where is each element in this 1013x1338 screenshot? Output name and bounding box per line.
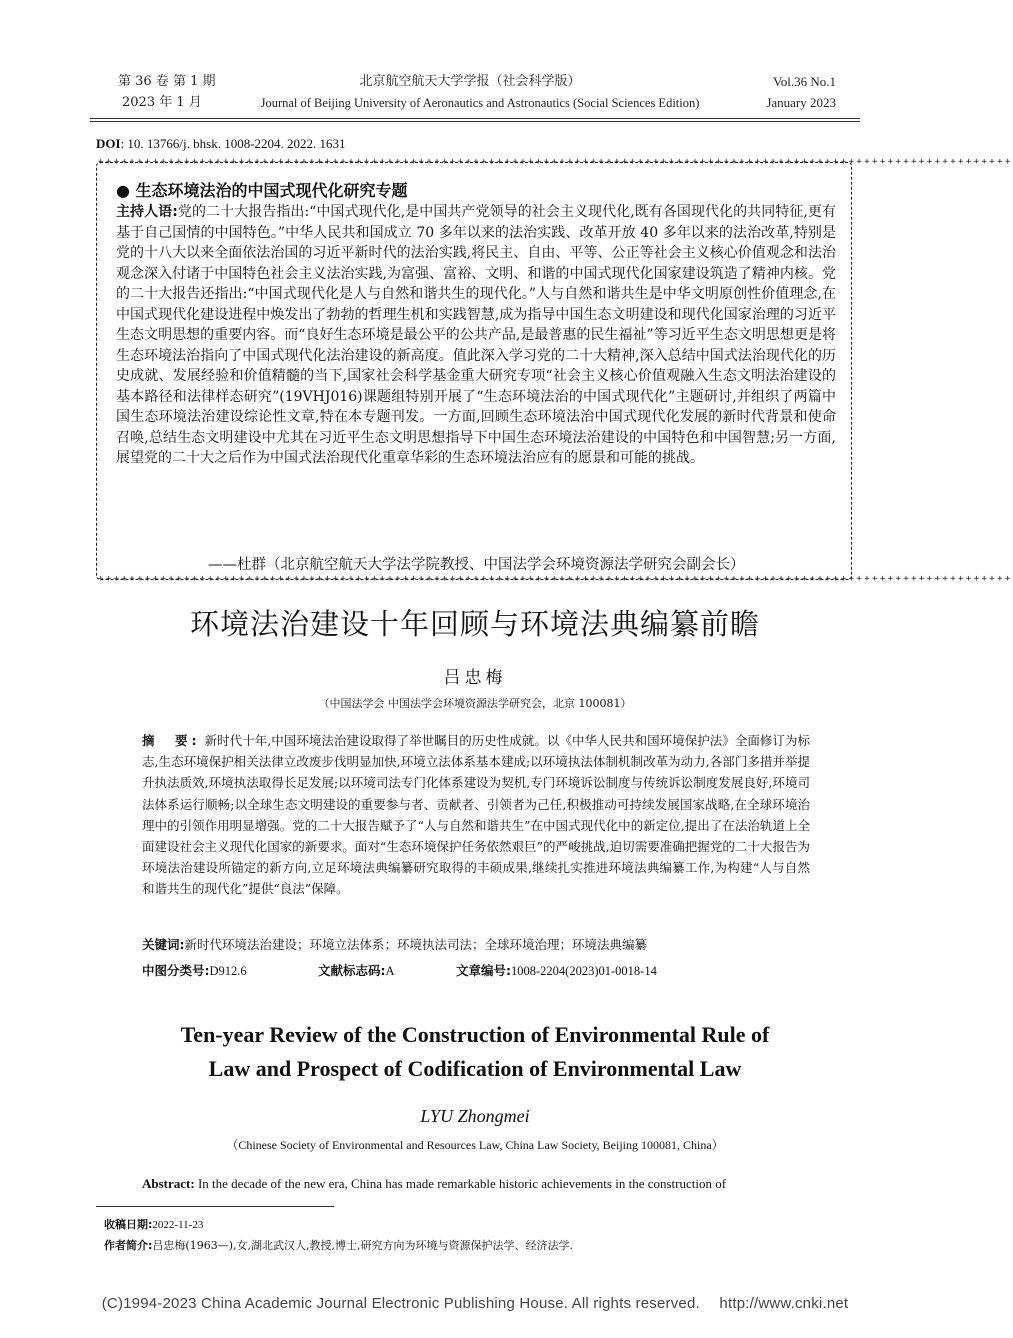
author-en: LYU Zhongmei — [420, 1106, 530, 1126]
document-code-value: A — [385, 964, 395, 978]
received-label: 收稿日期: — [104, 1218, 153, 1231]
date-cn: 2023 年 1 月 — [122, 95, 202, 110]
clc-number — [142, 961, 247, 979]
article-number-label: 文章编号: — [456, 963, 511, 978]
abstract-cn-text: 新时代十年,中国环境法治建设取得了举世瞩目的历史性成就。以《中华人民共和国环境保护法》全面修订为标志,生态环境保护相关法律立改废步伐明显加快,环境立法体系基本建成;以环境执法体制机制改革为动力,各部门多措并举提升执法质效,环境执法取得长足发展;以环境司法专门化体系建设为契机,专门环境诉讼制度与传统诉讼制度发展良好,环境司法体系运行顺畅;以全球生态文明建设的重要参与者、贡献者、引领者为己任,积极推动可持续发展国家战略,在全球环境治理中的引领作用明显增强。党的二十大报告赋予了“人与自然和谐共生”在中国式现代化中的新定位,提出了在法治轨道上全面建设社会主义现代化国家的新要求。面对“生态环境保护任务依然艰巨”的严峻挑战,迫切需要准确把握党的二十大报告为环境法治建设所锚定的新方向,立足环境法典编纂研究取得的丰硕成果,继续扎实推进环境法典编纂工作,为构建“人与自然和谐共生的现代化”提供“良法”保障。 — [142, 733, 810, 897]
copyright-line: (C)1994-2023 China Academic Journal Electronic Publishing House. All rights reserved. http://www.cnki.net — [101, 1295, 849, 1312]
journal-name-en: Journal of Beijing University of Aeronautics and Astronautics (Social Sciences Edition) — [260, 96, 700, 110]
document-code — [318, 961, 395, 979]
journal-name-cn: 北京航空航天大学学报（社会科学版） — [359, 74, 581, 89]
doi-label: DOI — [96, 136, 121, 151]
doi — [96, 136, 346, 152]
article-title-en — [0, 1018, 950, 1086]
host-label: 主持人语: — [116, 204, 178, 220]
footnote-rule — [96, 1206, 334, 1207]
box-top-border-crosses: +++++++++++++++++++++++++++++++++++++++++++++++++++++++++++++++++++++++++++++++++++++++++++++++++++++++++++++++++++++ — [98, 157, 1013, 167]
author-bio-label: 作者简介: — [104, 1239, 153, 1252]
abstract-en-text: In the decade of the new era, China has made remarkable historic achievements in the construction of — [197, 1176, 727, 1191]
article-number — [456, 961, 657, 979]
received-date — [104, 1216, 203, 1232]
topic-title — [116, 178, 408, 201]
header-rule-thin — [90, 121, 860, 122]
author-bio — [104, 1237, 573, 1253]
article-title-cn: 环境法治建设十年回顾与环境法典编纂前瞻 — [189, 607, 760, 641]
affiliation-cn: （中国法学会 中国法学会环境资源法学研究会，北京 100081） — [318, 697, 632, 710]
document-code-label: 文献标志码: — [318, 963, 386, 978]
affiliation-en: （Chinese Society of Environmental and Resources Law, China Law Society, Beijing 100081, China） — [226, 1138, 724, 1152]
keywords-cn-label: 关键词: — [142, 937, 185, 952]
bullet-icon: ● — [116, 181, 130, 200]
box-bottom-border-crosses: +++++++++++++++++++++++++++++++++++++++++++++++++++++++++++++++++++++++++++++++++++++++++++++++++++++++++++++++++++++ — [98, 574, 1013, 584]
abstract-en-label: Abstract: — [142, 1176, 195, 1191]
abstract-en — [142, 1176, 812, 1192]
author-bio-value: 吕忠梅(1963—),女,湖北武汉人,教授,博士,研究方向为环境与资源保护法学、经济法学. — [152, 1239, 573, 1252]
abstract-cn — [142, 730, 810, 900]
article-title-en-line2: Law and Prospect of Codification of Environmental Law — [208, 1056, 742, 1081]
host-note — [116, 202, 836, 469]
article-number-value: 1008-2204(2023)01-0018-14 — [511, 964, 657, 978]
topic-title-text: 生态环境法治的中国式现代化研究专题 — [135, 181, 408, 200]
doi-value: : 10. 13766/j. bhsk. 1008-2204. 2022. 1631 — [120, 136, 346, 151]
keywords-cn-text: 新时代环境法治建设；环境立法体系；环境执法司法；全球环境治理；环境法典编纂 — [184, 937, 648, 952]
volume-issue-en: Vol.36 No.1 — [773, 74, 836, 89]
clc-label: 中图分类号: — [142, 963, 210, 978]
abstract-cn-label: 摘 要: — [142, 733, 201, 748]
author-cn: 吕忠梅 — [443, 668, 507, 688]
keywords-cn — [142, 935, 647, 953]
volume-issue-cn: 第 36 卷 第 1 期 — [118, 74, 216, 89]
clc-value: D912.6 — [209, 964, 247, 978]
header-rule — [90, 118, 860, 119]
host-signature: ——杜群（北京航空航天大学法学院教授、中国法学会环境资源法学研究会副会长） — [208, 557, 745, 573]
article-title-en-line1: Ten-year Review of the Construction of Environmental Rule of — [180, 1022, 770, 1047]
received-value: 2022-11-23 — [152, 1219, 204, 1231]
date-en: January 2023 — [766, 95, 836, 110]
host-text: 党的二十大报告指出:“中国式现代化,是中国共产党领导的社会主义现代化,既有各国现代化的共同特征,更有基于自己国情的中国特色。”中华人民共和国成立 70 多年以来的法治实践、改革开放 40 多年以来的法治改革,特别是党的十八大以来全面依法治国的习近平新时代的法治实践,将民主、自由、平等、公正等社会主义核心价值观念和法治观念深入付诸于中国特色社会主义法治实践,为富强、富裕、文明、和谐的中国式现代化国家建设筑造了精神内核。党的二十大报告还指出:“中国式现代化是人与自然和谐共生的现代化。”人与自然和谐共生是中华文明原创性价值理念,在中国式现代化建设进程中焕发出了勃勃的哲理生机和实践智慧,成为指导中国生态文明建设和现代化国家治理的习近平生态文明思想的重要内容。而“良好生态环境是最公平的公共产品,是最普惠的民生福祉”等习近平生态文明思想更是将生态环境法治指向了中国式现代化法治建设的新高度。值此深入学习党的二十大精神,深入总结中国式法治现代化的历史成就、发展经验和价值精髓的当下,国家社会科学基金重大研究专项“社会主义核心价值观融入生态文明法治建设的基本路径和法律样态研究”(19VHJ016)课题组特别开展了“生态环境法治的中国式现代化”主题研讨,并组织了两篇中国生态环境法治建设综论性文章,特在本专题刊发。一方面,回顾生态环境法治中国式现代化发展的新时代背景和使命召唤,总结生态文明建设中尤其在习近平生态文明思想指导下中国生态环境法治建设的中国特色和中国智慧;另一方面,展望党的二十大之后作为中国式法治现代化重章华彩的生态环境法治应有的愿景和可能的挑战。 — [116, 204, 836, 466]
